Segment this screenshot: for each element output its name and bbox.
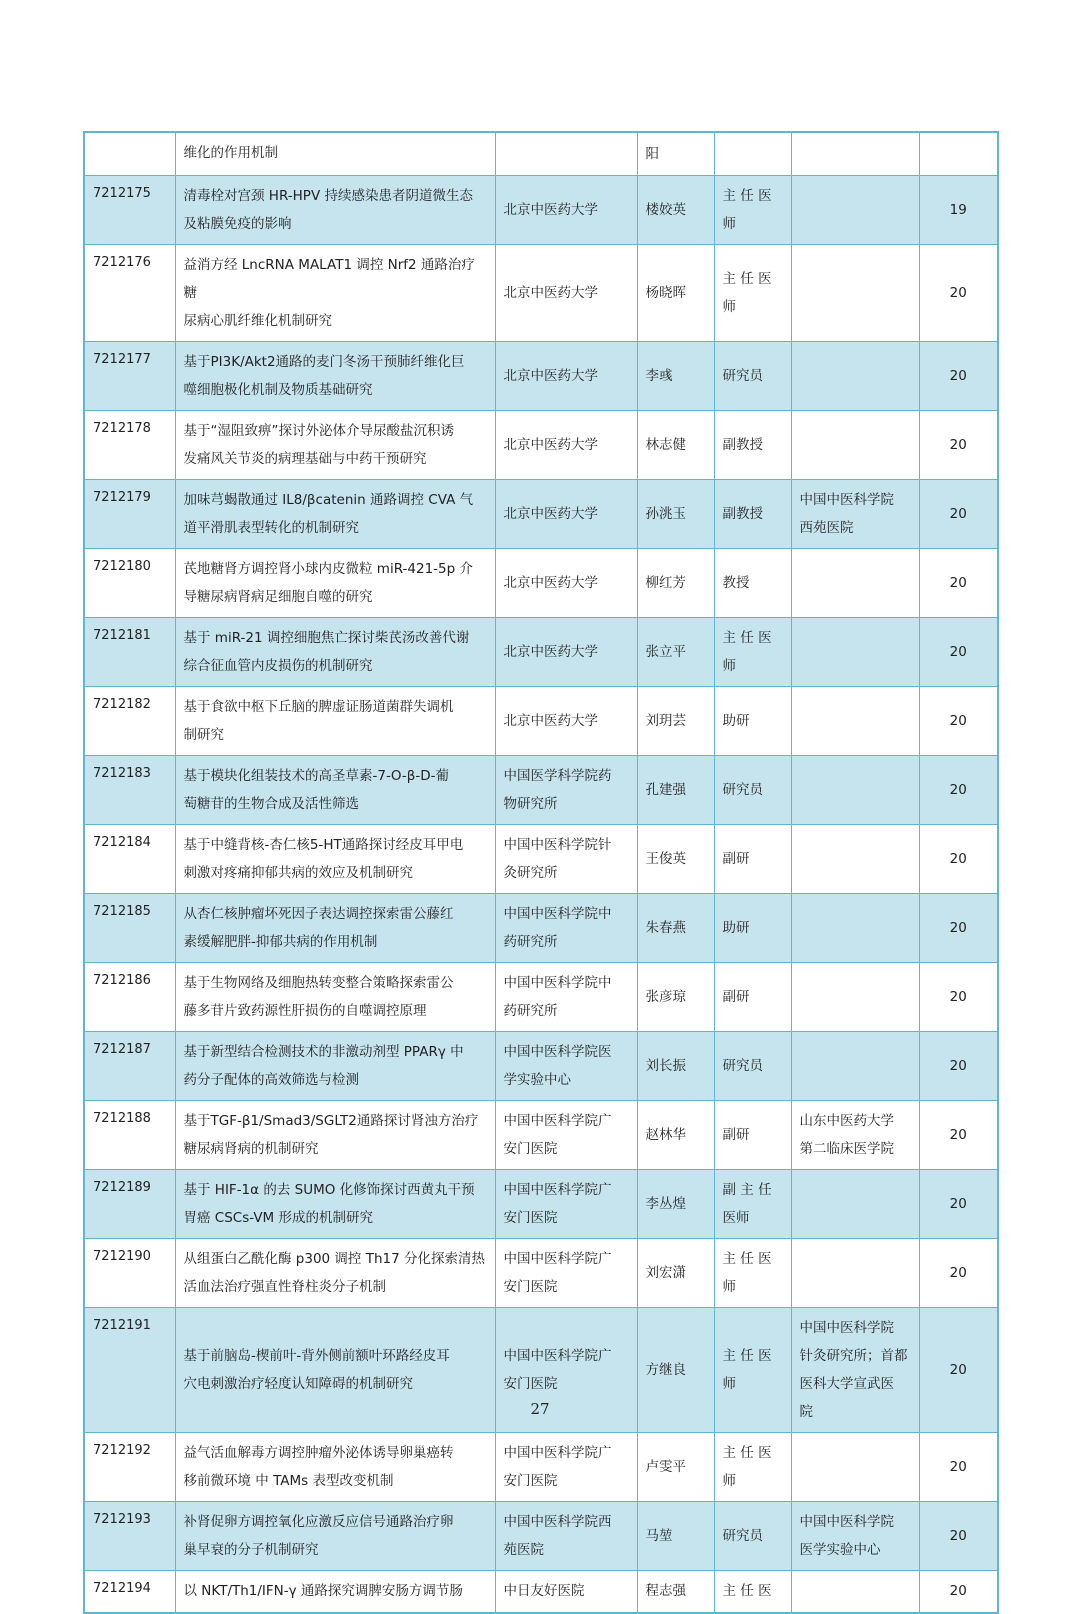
table-row [84,755,998,824]
table-row [84,341,998,410]
project-id-cell [84,175,175,244]
position-text: 副研 [722,850,750,867]
funding-amount-text: 20 [949,1264,967,1281]
investigator-name-cell [637,1169,714,1238]
institution-text: 中国中医科学院广 安门医院 [503,1444,612,1489]
position-text: 副教授 [722,505,763,522]
investigator-name-cell [637,341,714,410]
project-title-text: 基于新型结合检测技术的非激动剂型 PPARγ 中 药分子配体的高效筛选与检测 [183,1043,464,1088]
institution-text: 北京中医药大学 [503,505,598,522]
institution-text: 中国中医科学院中 药研究所 [503,905,612,950]
project-title-cell [175,893,495,962]
cooperating-unit-text: 中国中医科学院 医学实验中心 [799,1513,894,1558]
position-text: 教授 [722,574,750,591]
table-row [84,617,998,686]
project-title-text: 基于前脑岛-楔前叶-背外侧前额叶环路经皮耳 穴电刺激治疗轻度认知障碍的机制研究 [183,1347,450,1392]
investigator-name-text: 杨晓晖 [645,284,686,301]
investigator-name-cell [637,962,714,1031]
investigator-name-text: 方继良 [645,1361,686,1378]
funding-amount-text: 20 [949,505,967,522]
table-row [84,1570,998,1613]
investigator-name-cell [637,824,714,893]
project-id-text: 7212194 [93,1580,151,1596]
project-id-cell [84,1501,175,1570]
funding-amount-text: 20 [949,850,967,867]
institution-text: 中国医学科学院药 物研究所 [503,767,612,812]
investigator-name-cell [637,479,714,548]
cooperating-unit-cell [791,824,919,893]
table-row [84,175,998,244]
project-title-cell [175,686,495,755]
project-id-cell [84,410,175,479]
institution-text: 北京中医药大学 [503,574,598,591]
position-cell [714,1432,791,1501]
project-id-text: 7212190 [93,1248,151,1264]
institution-cell [495,341,637,410]
project-id-text: 7212188 [93,1110,151,1126]
project-title-cell [175,755,495,824]
position-cell [714,1169,791,1238]
project-title-text: 补肾促卵方调控氧化应激反应信号通路治疗卵 巢早衰的分子机制研究 [183,1513,454,1558]
project-title-text: 基于 miR-21 调控细胞焦亡探讨柴芪汤改善代谢 综合征血管内皮损伤的机制研究 [183,629,470,674]
institution-cell [495,1100,637,1169]
table-row [84,244,998,341]
institution-text: 北京中医药大学 [503,284,598,301]
project-title-text: 基于模块化组装技术的高圣草素-7-O-β-D-葡 萄糖苷的生物合成及活性筛选 [183,767,449,812]
investigator-name-text: 楼姣英 [645,201,686,218]
project-title-cell [175,548,495,617]
project-title-cell [175,1031,495,1100]
cooperating-unit-cell [791,617,919,686]
investigator-name-text: 张彦琼 [645,988,686,1005]
investigator-name-text: 刘长振 [645,1057,686,1074]
project-id-cell [84,824,175,893]
position-cell [714,1031,791,1100]
position-text: 主 任 医 师 [722,1444,772,1489]
investigator-name-cell [637,175,714,244]
funding-amount-cell [919,1169,998,1238]
institution-cell [495,1031,637,1100]
project-title-text: 维化的作用机制 [183,145,278,161]
funding-amount-text: 20 [949,367,967,384]
position-cell [714,175,791,244]
cooperating-unit-cell [791,962,919,1031]
project-id-cell [84,617,175,686]
table-row [84,1169,998,1238]
investigator-name-text: 孙洮玉 [645,505,686,522]
funding-amount-text: 20 [949,1126,967,1143]
institution-cell [495,893,637,962]
project-id-text: 7212189 [93,1179,151,1195]
project-id-text: 7212176 [93,254,151,270]
funding-amount-text: 20 [949,436,967,453]
cooperating-unit-cell [791,755,919,824]
project-title-cell [175,410,495,479]
funding-amount-cell [919,1031,998,1100]
project-title-text: 芪地糖肾方调控肾小球内皮微粒 miR-421-5p 介 导糖尿病肾病足细胞自噬的研究 [183,560,473,605]
funding-amount-cell [919,755,998,824]
cooperating-unit-cell [791,1570,919,1613]
institution-cell [495,1570,637,1613]
cooperating-unit-cell [791,1100,919,1169]
project-id-text: 7212180 [93,558,151,574]
investigator-name-text: 卢雯平 [645,1458,686,1475]
institution-text: 中国中医科学院针 灸研究所 [503,836,612,881]
position-cell [714,617,791,686]
project-id-cell [84,1031,175,1100]
project-title-cell [175,617,495,686]
investigator-name-cell [637,548,714,617]
institution-cell [495,686,637,755]
project-title-cell [175,1238,495,1307]
funding-amount-cell [919,962,998,1031]
table-row [84,962,998,1031]
institution-cell [495,479,637,548]
investigator-name-text: 刘宏潇 [645,1264,686,1281]
position-text: 研究员 [722,1527,763,1544]
project-id-text: 7212186 [93,972,151,988]
project-title-text: 基于“湿阻致痹”探讨外泌体介导尿酸盐沉积诱 发痛风关节炎的病理基础与中药干预研究 [183,422,454,467]
institution-cell [495,244,637,341]
institution-text: 中国中医科学院广 安门医院 [503,1181,612,1226]
position-cell [714,686,791,755]
position-cell [714,244,791,341]
table-row [84,1031,998,1100]
institution-cell [495,548,637,617]
page-number: 27 [530,1400,550,1418]
table-row [84,132,998,175]
investigator-name-cell [637,132,714,175]
project-title-cell [175,824,495,893]
project-title-text: 加味芎蝎散通过 IL8/βcatenin 通路调控 CVA 气 道平滑肌表型转化的机制研究 [183,491,474,536]
investigator-name-text: 王俊英 [645,850,686,867]
institution-cell [495,962,637,1031]
project-id-cell [84,893,175,962]
table-row [84,824,998,893]
investigator-name-cell [637,1501,714,1570]
project-title-text: 以 NKT/Th1/IFN-γ 通路探究调脾安肠方调节肠 [183,1583,463,1600]
position-text: 副教授 [722,436,763,453]
project-id-cell [84,962,175,1031]
position-cell [714,410,791,479]
position-cell [714,132,791,175]
funding-amount-cell [919,1432,998,1501]
funding-amount-cell [919,617,998,686]
institution-text: 中国中医科学院广 安门医院 [503,1347,612,1392]
cooperating-unit-cell [791,175,919,244]
funding-amount-text: 20 [949,1583,967,1600]
funding-amount-cell [919,548,998,617]
project-id-cell [84,132,175,175]
project-id-text: 7212184 [93,834,151,850]
funding-amount-cell [919,686,998,755]
project-title-cell [175,175,495,244]
funding-amount-cell [919,479,998,548]
cooperating-unit-cell [791,132,919,175]
project-title-cell [175,1570,495,1613]
institution-cell [495,175,637,244]
cooperating-unit-text: 中国中医科学院 针灸研究所；首都 医科大学宣武医 院 [799,1319,908,1420]
project-id-cell [84,1570,175,1613]
project-id-text: 7212187 [93,1041,151,1057]
project-title-cell [175,1100,495,1169]
project-id-cell [84,244,175,341]
table-row [84,548,998,617]
project-title-cell [175,341,495,410]
investigator-name-cell [637,410,714,479]
cooperating-unit-cell [791,341,919,410]
investigator-name-text: 孔建强 [645,781,686,798]
funding-amount-text: 20 [949,712,967,729]
position-text: 副研 [722,1126,750,1143]
table-body [84,132,998,1613]
project-title-cell [175,479,495,548]
project-id-text: 7212182 [93,696,151,712]
table-row [84,1100,998,1169]
funding-amount-text: 20 [949,1527,967,1544]
position-cell [714,1501,791,1570]
position-text: 助研 [722,919,750,936]
investigator-name-cell [637,244,714,341]
project-id-text: 7212183 [93,765,151,781]
position-text: 主 任 医 [722,1583,772,1600]
position-cell [714,755,791,824]
investigator-name-text: 阳 [645,145,659,162]
position-cell [714,341,791,410]
investigator-name-text: 林志健 [645,436,686,453]
cooperating-unit-text: 山东中医药大学 第二临床医学院 [799,1112,894,1157]
position-text: 助研 [722,712,750,729]
project-id-text: 7212178 [93,420,151,436]
project-title-cell [175,132,495,175]
funding-amount-cell [919,893,998,962]
institution-cell [495,1169,637,1238]
cooperating-unit-cell [791,244,919,341]
project-title-text: 清毒栓对宫颈 HR-HPV 持续感染患者阴道微生态 及粘膜免疫的影响 [183,187,473,232]
investigator-name-text: 刘玥芸 [645,712,686,729]
project-title-cell [175,962,495,1031]
project-title-text: 从组蛋白乙酰化酶 p300 调控 Th17 分化探索清热 活血法治疗强直性脊柱炎分子机制 [183,1250,485,1295]
investigator-name-cell [637,893,714,962]
project-title-text: 益气活血解毒方调控肿瘤外泌体诱导卵巢癌转 移前微环境 中 TAMs 表型改变机制 [183,1444,454,1489]
funding-amount-cell [919,1501,998,1570]
project-id-cell [84,686,175,755]
institution-cell [495,1432,637,1501]
table-row [84,1432,998,1501]
institution-cell [495,1238,637,1307]
funding-amount-text: 20 [949,1195,967,1212]
project-title-cell [175,244,495,341]
cooperating-unit-cell [791,1238,919,1307]
cooperating-unit-text: 中国中医科学院 西苑医院 [799,491,894,536]
position-cell [714,962,791,1031]
position-text: 研究员 [722,367,763,384]
project-id-cell [84,755,175,824]
project-id-cell [84,1432,175,1501]
cooperating-unit-cell [791,1501,919,1570]
project-id-text: 7212175 [93,185,151,201]
funding-amount-text: 20 [949,988,967,1005]
investigator-name-text: 李彧 [645,367,673,384]
institution-text: 北京中医药大学 [503,643,598,660]
project-id-text: 7212185 [93,903,151,919]
project-id-cell [84,1238,175,1307]
funding-amount-cell [919,410,998,479]
project-title-text: 基于中缝背核-杏仁核5-HT通路探讨经皮耳甲电 刺激对疼痛抑郁共病的效应及机制研究 [183,836,464,881]
position-cell [714,1238,791,1307]
funding-amount-text: 20 [949,284,967,301]
project-title-text: 基于TGF-β1/Smad3/SGLT2通路探讨肾浊方治疗 糖尿病肾病的机制研究 [183,1112,479,1157]
institution-cell [495,410,637,479]
investigator-name-cell [637,1238,714,1307]
grant-table [83,131,999,1614]
position-cell [714,824,791,893]
project-id-cell [84,341,175,410]
position-text: 主 任 医 师 [722,1347,772,1392]
funding-amount-text: 19 [949,201,967,218]
cooperating-unit-cell [791,1031,919,1100]
investigator-name-text: 赵林华 [645,1126,686,1143]
project-title-text: 益消方经 LncRNA MALAT1 调控 Nrf2 通路治疗糖 尿病心肌纤维化机制研究 [183,256,475,329]
investigator-name-text: 李丛煌 [645,1195,686,1212]
funding-amount-cell [919,175,998,244]
funding-amount-text: 20 [949,1458,967,1475]
position-text: 研究员 [722,1057,763,1074]
funding-amount-text: 20 [949,643,967,660]
table-row [84,479,998,548]
table-row [84,686,998,755]
position-cell [714,1570,791,1613]
investigator-name-cell [637,1031,714,1100]
funding-amount-cell [919,132,998,175]
position-text: 主 任 医 师 [722,1250,772,1295]
table-row [84,410,998,479]
position-cell [714,548,791,617]
position-text: 主 任 医 师 [722,629,772,674]
table-row [84,893,998,962]
position-text: 主 任 医 师 [722,270,772,315]
cooperating-unit-cell [791,686,919,755]
project-title-cell [175,1169,495,1238]
project-id-text: 7212179 [93,489,151,505]
cooperating-unit-cell [791,1432,919,1501]
funding-amount-text: 20 [949,1057,967,1074]
investigator-name-text: 程志强 [645,1583,686,1600]
investigator-name-cell [637,1100,714,1169]
investigator-name-text: 马堃 [645,1527,673,1544]
cooperating-unit-cell [791,1169,919,1238]
project-title-text: 基于食欲中枢下丘脑的脾虚证肠道菌群失调机 制研究 [183,698,454,743]
institution-text: 中国中医科学院广 安门医院 [503,1250,612,1295]
project-id-cell [84,479,175,548]
cooperating-unit-cell [791,410,919,479]
cooperating-unit-cell [791,548,919,617]
investigator-name-cell [637,755,714,824]
funding-amount-text: 20 [949,1361,967,1378]
institution-text: 北京中医药大学 [503,436,598,453]
institution-cell [495,824,637,893]
cooperating-unit-cell [791,479,919,548]
project-title-text: 基于生物网络及细胞热转变整合策略探索雷公 藤多苷片致药源性肝损伤的自噬调控原理 [183,974,454,1019]
project-id-cell [84,548,175,617]
project-id-cell [84,1100,175,1169]
institution-cell [495,1501,637,1570]
project-id-cell [84,1169,175,1238]
institution-text: 中国中医科学院中 药研究所 [503,974,612,1019]
institution-text: 中日友好医院 [503,1583,585,1600]
investigator-name-cell [637,1432,714,1501]
funding-amount-cell [919,1570,998,1613]
position-cell [714,1100,791,1169]
project-title-text: 基于PI3K/Akt2通路的麦门冬汤干预肺纤维化巨 噬细胞极化机制及物质基础研究 [183,353,465,398]
institution-text: 中国中医科学院西 苑医院 [503,1513,612,1558]
funding-amount-cell [919,1238,998,1307]
position-text: 副 主 任 医师 [722,1181,772,1226]
institution-text: 北京中医药大学 [503,367,598,384]
table-row [84,1501,998,1570]
position-text: 主 任 医 师 [722,187,772,232]
position-cell [714,893,791,962]
table-row [84,1238,998,1307]
project-id-text: 7212177 [93,351,151,367]
funding-amount-cell [919,244,998,341]
funding-amount-text: 20 [949,781,967,798]
project-title-cell [175,1501,495,1570]
cooperating-unit-cell [791,893,919,962]
project-id-text: 7212193 [93,1511,151,1527]
position-text: 副研 [722,988,750,1005]
project-title-text: 从杏仁核肿瘤坏死因子表达调控探索雷公藤红 素缓解肥胖-抑郁共病的作用机制 [183,905,454,950]
project-id-text: 7212192 [93,1442,151,1458]
funding-amount-cell [919,341,998,410]
investigator-name-text: 柳红芳 [645,574,686,591]
investigator-name-cell [637,686,714,755]
funding-amount-text: 20 [949,919,967,936]
funding-amount-cell [919,1100,998,1169]
position-text: 研究员 [722,781,763,798]
funding-amount-cell [919,824,998,893]
funding-amount-text: 20 [949,574,967,591]
investigator-name-cell [637,617,714,686]
project-title-cell [175,1432,495,1501]
institution-cell [495,132,637,175]
project-title-text: 基于 HIF-1α 的去 SUMO 化修饰探讨西黄丸干预 胃癌 CSCs-VM 形成的机制研究 [183,1181,475,1226]
institution-text: 中国中医科学院广 安门医院 [503,1112,612,1157]
institution-cell [495,617,637,686]
project-id-text: 7212181 [93,627,151,643]
institution-text: 北京中医药大学 [503,712,598,729]
institution-text: 中国中医科学院医 学实验中心 [503,1043,612,1088]
project-id-text: 7212191 [93,1317,151,1333]
investigator-name-text: 张立平 [645,643,686,660]
institution-cell [495,755,637,824]
investigator-name-text: 朱春燕 [645,919,686,936]
position-cell [714,479,791,548]
investigator-name-cell [637,1570,714,1613]
institution-text: 北京中医药大学 [503,201,598,218]
